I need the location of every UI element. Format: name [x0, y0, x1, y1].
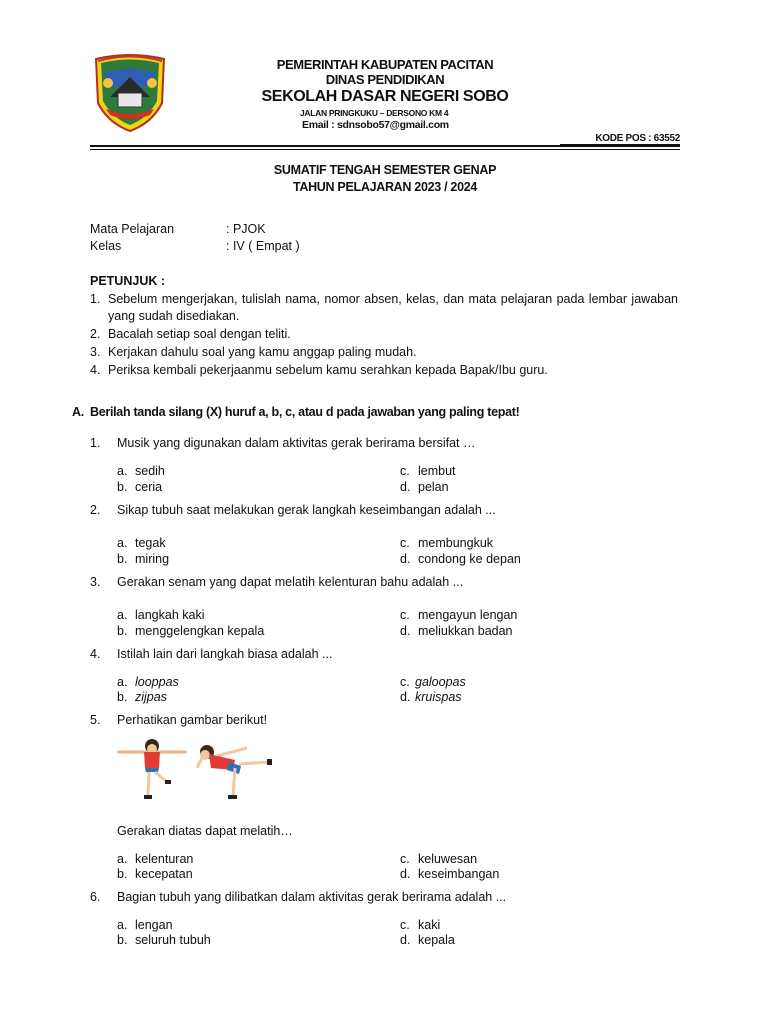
header-divider-thin	[90, 149, 680, 150]
option-letter: b.	[117, 933, 128, 947]
question-text: Perhatikan gambar berikut!	[117, 713, 268, 727]
option-text: tegak	[135, 536, 166, 550]
option-text: galoopas	[415, 675, 466, 689]
option-text: membungkuk	[418, 536, 494, 550]
question-number: 4.	[90, 647, 101, 661]
option-text: keseimbangan	[418, 867, 500, 881]
instruction-number: 1.	[90, 292, 101, 306]
option-text: ceria	[135, 480, 163, 494]
instruction-item	[90, 291, 678, 324]
header-divider	[90, 145, 680, 147]
option-letter: b.	[117, 480, 128, 494]
option-letter: c.	[400, 918, 410, 932]
question-text: Sikap tubuh saat melakukan gerak langkah keseimbangan adalah ...	[117, 503, 496, 517]
question-subtext: Gerakan diatas dapat melatih…	[117, 824, 293, 838]
section-instruction: Berilah tanda silang (X) huruf a, b, c, atau d pada jawaban yang paling tepat!	[90, 405, 520, 419]
option-text: looppas	[135, 675, 179, 689]
school-email: Email : sdnsobo57@gmail.com	[302, 119, 449, 131]
school-name: SEKOLAH DASAR NEGERI SOBO	[261, 88, 509, 105]
option-text: lembut	[418, 464, 456, 478]
option-text: zijpas	[135, 690, 167, 704]
question-number: 2.	[90, 503, 101, 517]
question-text: Bagian tubuh yang dilibatkan dalam aktivitas gerak berirama adalah ...	[117, 890, 507, 904]
option-text: lengan	[135, 918, 173, 932]
child-front-view	[119, 739, 185, 799]
question-text: Musik yang digunakan dalam aktivitas gerak berirama bersifat …	[117, 436, 476, 450]
option-letter: d.	[400, 867, 411, 881]
question-number: 3.	[90, 575, 101, 589]
subject-label: Mata Pelajaran	[90, 222, 175, 236]
subject-value: : PJOK	[226, 222, 266, 236]
option-text: kaki	[418, 918, 441, 932]
section-letter: A.	[72, 405, 84, 419]
option-letter: b.	[117, 867, 128, 881]
option-letter: d.	[400, 624, 411, 638]
instruction-text: Sebelum mengerjakan, tulislah nama, nomor absen, kelas, dan mata pelajaran pada lembar jawaban yang sudah disediakan.	[108, 292, 678, 323]
instructions-heading: PETUNJUK :	[90, 274, 166, 288]
option-letter: c.	[400, 464, 410, 478]
option-letter: a.	[117, 536, 128, 550]
postal-code: KODE POS : 63552	[560, 133, 680, 145]
option-letter: a.	[117, 918, 128, 932]
option-letter: c.	[400, 675, 410, 689]
option-text: kruispas	[415, 690, 462, 704]
government-name: PEMERINTAH KABUPATEN PACITAN	[276, 57, 494, 72]
option-text: meliukkan badan	[418, 624, 513, 638]
option-text: langkah kaki	[135, 608, 205, 622]
instruction-item	[90, 362, 678, 379]
option-letter: d.	[400, 480, 411, 494]
class-value: : IV ( Empat )	[226, 239, 300, 253]
child-side-view	[197, 745, 272, 799]
option-text: seluruh tubuh	[135, 933, 211, 947]
option-letter: b.	[117, 690, 128, 704]
instructions-list	[90, 291, 678, 380]
option-text: kecepatan	[135, 867, 193, 881]
option-letter: b.	[117, 624, 128, 638]
regency-emblem-logo	[90, 53, 170, 133]
option-text: sedih	[135, 464, 165, 478]
option-text: keluwesan	[418, 852, 478, 866]
instruction-number: 4.	[90, 362, 101, 377]
option-letter: d.	[400, 690, 411, 704]
instruction-item	[90, 326, 678, 343]
option-text: kepala	[418, 933, 455, 947]
option-text: kelenturan	[135, 852, 194, 866]
option-text: pelan	[418, 480, 449, 494]
option-letter: d.	[400, 552, 411, 566]
question-number: 1.	[90, 436, 101, 450]
option-letter: a.	[117, 464, 128, 478]
option-letter: c.	[400, 852, 410, 866]
academic-year: TAHUN PELAJARAN 2023 / 2024	[292, 180, 478, 194]
option-text: miring	[135, 552, 170, 566]
instruction-text: Kerjakan dahulu soal yang kamu anggap paling mudah.	[108, 344, 417, 359]
instruction-text: Bacalah setiap soal dengan teliti.	[108, 326, 291, 341]
option-text: mengayun lengan	[418, 608, 518, 622]
option-letter: a.	[117, 675, 128, 689]
question-text: Gerakan senam yang dapat melatih kelenturan bahu adalah ...	[117, 575, 464, 589]
option-letter: d.	[400, 933, 411, 947]
question-number: 5.	[90, 713, 101, 727]
instruction-number: 2.	[90, 326, 101, 341]
option-letter: a.	[117, 852, 128, 866]
instruction-text: Periksa kembali pekerjaanmu sebelum kamu serahkan kepada Bapak/Ibu guru.	[108, 362, 548, 377]
option-letter: b.	[117, 552, 128, 566]
option-letter: c.	[400, 536, 410, 550]
instruction-number: 3.	[90, 344, 101, 359]
school-address: JALAN PRINGKUKU – DERSONO KM 4	[300, 108, 449, 118]
option-text: menggelengkan kepala	[135, 624, 265, 638]
balance-pose-illustration	[117, 738, 277, 802]
question-text: Istilah lain dari langkah biasa adalah ...	[117, 647, 333, 661]
option-letter: c.	[400, 608, 410, 622]
exam-title: SUMATIF TENGAH SEMESTER GENAP	[273, 163, 497, 177]
instruction-item	[90, 344, 678, 361]
department-name: DINAS PENDIDIKAN	[325, 72, 445, 87]
option-letter: a.	[117, 608, 128, 622]
question-number: 6.	[90, 890, 101, 904]
option-text: condong ke depan	[418, 552, 521, 566]
class-label: Kelas	[90, 239, 122, 253]
